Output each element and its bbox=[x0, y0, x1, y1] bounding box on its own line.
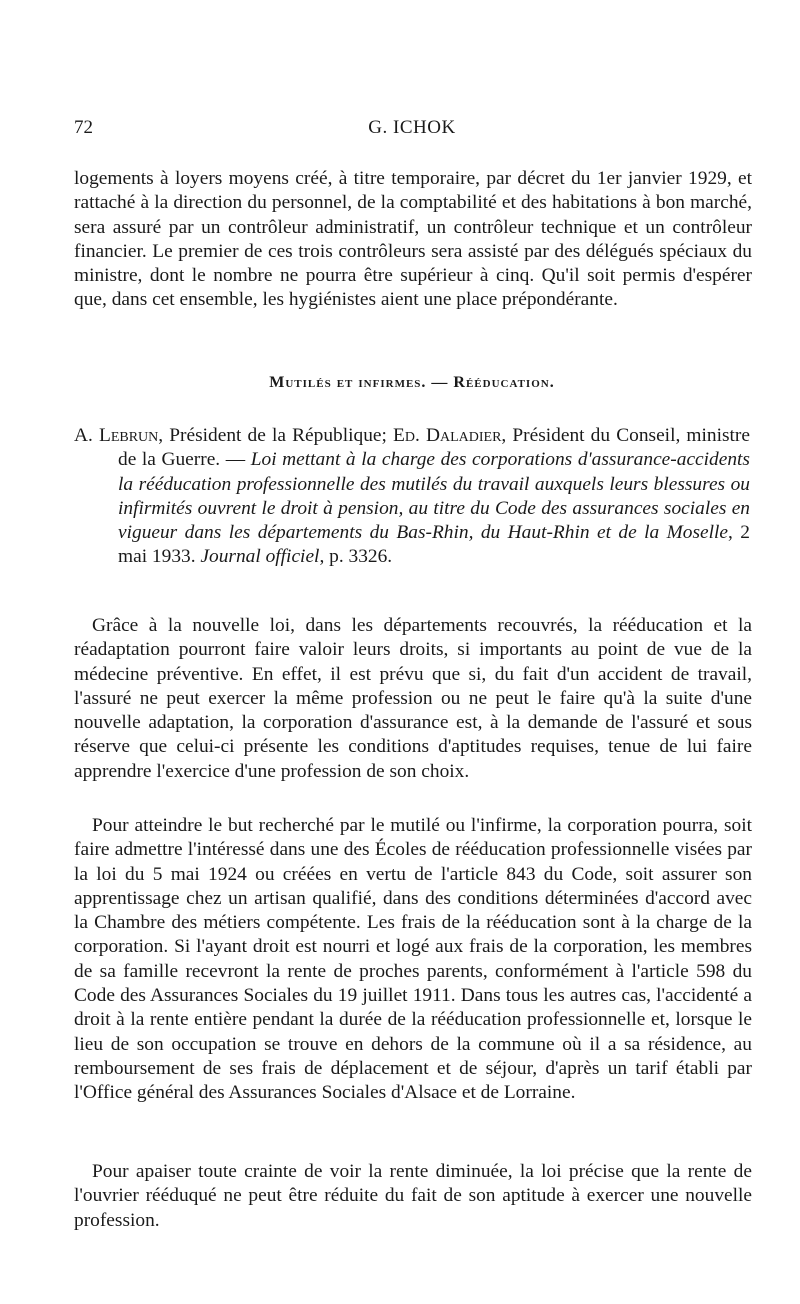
citation-author2-role: , Président du Conseil, ministre de la Guerre. — bbox=[118, 425, 750, 471]
running-header bbox=[74, 117, 750, 145]
paragraph-corporation: Pour atteindre le but recherché par le mutilé ou l'infirme, la corporation pourra, soit faire admettre l'intéressé dans une des Écoles de rééducation professionnelle visées par la loi du 5 mai 1924 ou créées en vertu de l'article 843 du Code, soit assurer son apprentissage chez un artisan qualifié, dans des conditions déterminées d'accord avec la Chambre des métiers compétente. Les frais de la rééducation sont à la charge de la corporation. Si l'ayant droit est nourri et logé aux frais de la corporation, les membres de sa famille recevront la rente de proches parents, conformément à l'article 598 du Code des Assurances Sociales du 19 juillet 1911. Dans tous les autres cas, l'accidenté a droit à la rente entière pendant la durée de la rééducation professionnelle et, lorsque le lieu de son occupation se trouve en dehors de la commune où il a sa résidence, au remboursement de ses frais de déplacement et de séjour, d'après un tarif établi par l'Office général des Assurances Sociales d'Alsace et de Lorraine. bbox=[74, 815, 752, 1104]
citation-page-ref: , p. 3326. bbox=[319, 546, 393, 568]
citation-prefix: A. bbox=[74, 425, 99, 446]
citation-author1-role: , Président de la République; bbox=[158, 425, 394, 446]
page-number: 72 bbox=[74, 117, 93, 138]
paragraph-rente: Pour apaiser toute crainte de voir la rente diminuée, la loi précise que la rente de l'ouvrier rééduqué ne peut être réduite du fait de son aptitude à exercer une nouvelle profession. bbox=[74, 1161, 752, 1231]
citation-author-lebrun: Lebrun bbox=[98, 425, 159, 446]
intro-paragraph: logements à loyers moyens créé, à titre temporaire, par décret du 1er janvier 1929, et rattaché à la direction du personnel, de la comptabilité et des habitations à bon marché, sera assuré par un contrôleur administratif, un contrôleur technique et un contrôleur financier. Le premier de ces trois contrôleurs sera assisté par des délégués spéciaux du ministre, dont le nombre ne pourra être supérieur à cinq. Qu'il soit permis d'espérer que, dans cet ensemble, les hygiénistes aient une place prépondérante. bbox=[74, 168, 752, 311]
section-heading: Mutilés et infirmes. — Rééducation. bbox=[269, 374, 555, 391]
citation-author-daladier: Ed. Daladier bbox=[393, 425, 502, 446]
paragraph-reeducation: Grâce à la nouvelle loi, dans les départements recouvrés, la rééducation et la réadaptation pourront faire valoir leurs droits, si importants au point de vue de la médecine préventive. En effet, il est prévu que si, du fait d'un accident de travail, l'assuré ne peut exercer la même profession ou ne peut le faire qu'à la suite d'une nouvelle adaptation, la corporation d'assurance est, à la demande de l'assuré et sous réserve que celui-ci présente les conditions d'aptitudes requises, tenue de lui faire apprendre l'exercice d'une profession de son choix. bbox=[74, 615, 752, 782]
law-citation bbox=[74, 424, 750, 570]
citation-law-title: Loi mettant à la charge des corporations d'assurance-accidents la rééducation professionnelle des mutilés du travail auxquels leurs blessures ou infirmités ouvrent le droit à pension, au titre du Code des assurances sociales en vigueur dans les départements du Bas-Rhin, du Haut-Rhin et de la Moselle bbox=[118, 449, 750, 544]
citation-date: , 2 mai 1933. bbox=[118, 522, 751, 568]
author-header: G. ICHOK bbox=[368, 117, 456, 138]
citation-journal: Journal officiel bbox=[200, 546, 320, 568]
